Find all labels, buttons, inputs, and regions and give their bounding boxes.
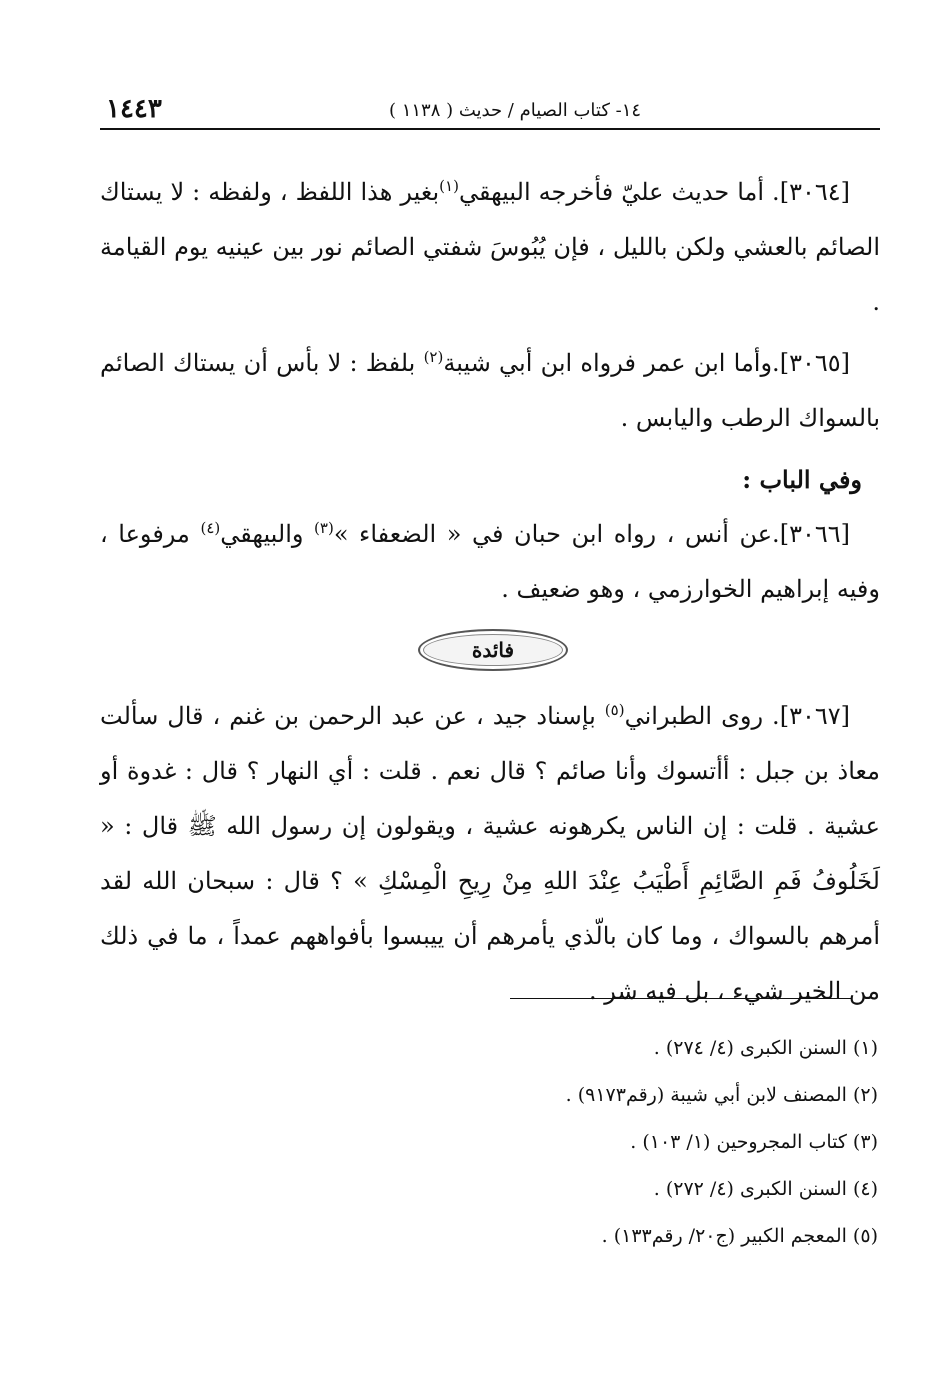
footnote-ref: (٣)	[314, 519, 334, 537]
footnote-ref: (٢)	[423, 348, 444, 366]
body-text	[100, 165, 880, 1025]
footnote-3: (٣) كتاب المجروحين (١/ ١٠٣) .	[630, 1131, 878, 1153]
paragraph-text: والبيهقي	[220, 520, 315, 548]
footnote-1: (١) السنن الكبرى (٤/ ٢٧٤) .	[653, 1037, 878, 1059]
footnotes	[100, 1025, 878, 1260]
benefit-badge: فائدة	[418, 629, 568, 671]
paragraph-text: .عن أنس ، رواه ابن حبان في « الضعفاء »	[333, 520, 780, 548]
footnote-ref: (١)	[439, 177, 459, 195]
paragraph-number: [٣٠٦٧]	[779, 702, 851, 730]
footnote-5: (٥) المعجم الكبير (ج٢٠/ رقم١٣٣) .	[601, 1225, 878, 1247]
paragraph-text: . روى الطبراني	[624, 702, 780, 730]
paragraph-text: . أما حديث عليّ فأخرجه البيهقي	[458, 178, 780, 206]
page-header	[100, 92, 880, 130]
page-number: ١٤٤٣	[106, 94, 162, 124]
paragraph-text: بغير هذا اللفظ ، ولفظه : لا يستاك الصائم بالعشي ولكن بالليل ، فإن يُبُوسَ شفتي الصائم نور بين عينيه يوم القيامة .	[100, 178, 880, 316]
footnote-ref: (٥)	[604, 701, 625, 719]
paragraph-number: [٣٠٦٥]	[779, 349, 850, 377]
paragraph-text: بلفظ : لا بأس أن يستاك الصائم بالسواك الرطب واليابس .	[100, 349, 880, 432]
paragraph-3064	[100, 165, 880, 330]
paragraph-3067	[100, 689, 880, 1019]
running-title: ١٤- كتاب الصيام / حديث ( ١١٣٨ )	[388, 100, 642, 121]
paragraph-text: .وأما ابن عمر فرواه ابن أبي شيبة	[443, 349, 780, 377]
section-heading: وفي الباب :	[742, 465, 862, 494]
benefit-badge-row	[100, 623, 880, 689]
footnote-4: (٤) السنن الكبرى (٤/ ٢٧٢) .	[653, 1178, 878, 1200]
paragraph-text: مرفوعا ، وفيه إبراهيم الخوارزمي ، وهو ضعيف .	[100, 520, 880, 603]
paragraph-number: [٣٠٦٤]	[779, 178, 850, 206]
paragraph-text: بإسناد جيد ، عن عبد الرحمن بن غنم ، قال سألت معاذ بن جبل : أأتسوك وأنا صائم ؟ قال نعم . قلت : أي النهار ؟ قال : غدوة أو عشية . قلت : إن الناس يكرهونه عشية ، ويقولون إن رسول الله ﷺ قال : « لَخَلُوفُ فَمِ الصَّائِمِ أَطْيَبُ عِنْدَ اللهِ مِنْ رِيحِ الْمِسْكِ » ؟ قال : سبحان الله لقد أمرهم بالسواك ، وما كان بالّذي يأمرهم أن ييبسوا بأفواههم عمداً ، ما في ذلك من الخير شيء ، بل فيه شر .	[100, 702, 880, 1005]
footnote-2: (٢) المصنف لابن أبي شيبة (رقم٩١٧٣) .	[565, 1084, 878, 1106]
paragraph-3065	[100, 336, 880, 446]
paragraph-number: [٣٠٦٦]	[779, 520, 851, 548]
footnote-ref: (٤)	[200, 519, 221, 537]
paragraph-3066	[100, 507, 880, 617]
footnote-divider	[510, 998, 852, 999]
